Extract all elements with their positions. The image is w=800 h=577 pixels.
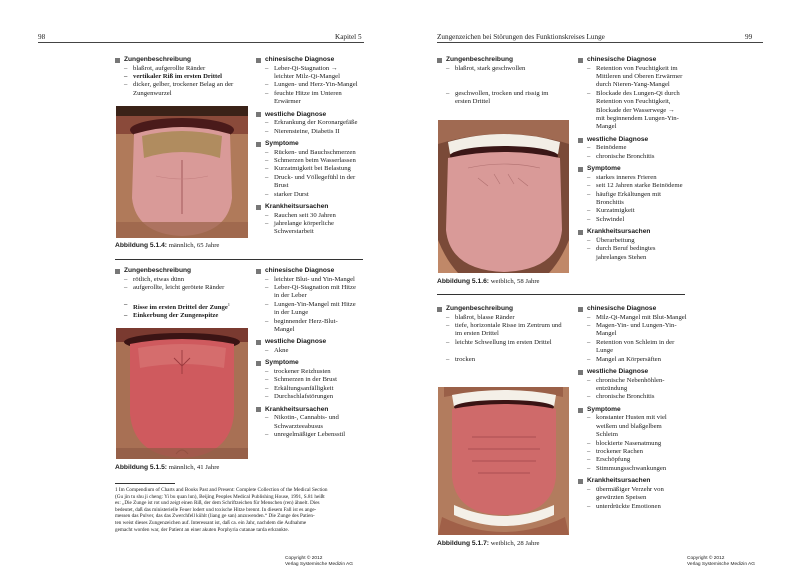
copyright-left: Copyright © 2012 Verlag Systemische Medizin AG	[285, 556, 353, 568]
square-bullet-icon	[256, 142, 261, 147]
list-item: – Risse im ersten Drittel der Zunge$^1$	[124, 301, 230, 313]
footnote-line: messen das Pulver, das das Zwerchfell kühlt (liang ge san) anzuwenden.“ Die Zunge des Patien-	[115, 513, 315, 520]
section-heading: Zungenbeschreibung	[437, 56, 548, 65]
figure-caption-515: Abbildung 5.1.5: männlich, 41 Jahre	[115, 464, 220, 471]
section-divider	[437, 294, 685, 295]
list-item: – konstanter Husten mit viel	[587, 414, 687, 422]
list-item: – Magen-Yin- und Lungen-Yin-	[587, 322, 687, 330]
list-item: – leichter Blut- und Yin-Mangel	[265, 276, 356, 284]
footnote-line: 1 Im Compendium of Charts and Books Past and Present: Complete Collection of the Medical Section	[115, 487, 328, 493]
list-item: – beginnender Herz-Blut-	[265, 318, 356, 326]
list-item: – Lungen- und Herz-Yin-Mangel	[265, 81, 358, 89]
square-bullet-icon	[578, 58, 583, 63]
list-item: – Lungen-Yin-Mangel mit Hitze	[265, 301, 356, 309]
footnote-line: (Gu jin tu shu ji cheng: Yi bu quan lun), Beijing Peoples Medical Publishing House, 1991, S.81 heißt	[115, 493, 325, 500]
list-item: – Mangel an Körpersäften	[587, 356, 687, 364]
list-item: – Stimmungsschwankungen	[587, 465, 687, 473]
list-item: – seit 12 Jahren starke Beinödeme	[587, 182, 683, 190]
footnote-line: gemacht worden war, der Patient an einer akuten Porphyria cutanae tarda erkrankte.	[115, 526, 289, 533]
tongue-photo-517	[438, 387, 569, 535]
case-515-diagnosis	[256, 267, 356, 443]
footnote-line: es: „Die Zunge ist rot und zeigt einen Riß, der dem Schriftzeichen für Menschen (ren) ähnelt. Dies	[115, 500, 320, 507]
list-item: Brust	[274, 182, 289, 190]
footnote	[115, 487, 365, 533]
section-heading: Krankheitsursachen	[578, 228, 683, 237]
section-heading: Zungenbeschreibung	[437, 305, 562, 314]
square-bullet-icon	[578, 307, 583, 312]
case-515-description	[115, 267, 230, 321]
list-item: Mangel	[596, 330, 617, 338]
list-item: Mangel	[274, 326, 295, 334]
list-item: – Durchschlafstörungen	[265, 393, 356, 401]
list-item: leichter Milz-Qi-Mangel	[274, 73, 340, 80]
square-bullet-icon	[256, 205, 261, 210]
case-514-description	[115, 56, 233, 98]
list-item: – Nierensteine, Diabetis II	[265, 128, 358, 136]
header-rule-left	[38, 42, 364, 43]
list-item: – chronische Bronchitis	[587, 393, 687, 401]
square-bullet-icon	[578, 230, 583, 235]
section-heading: chinesische Diagnose	[256, 267, 356, 276]
square-bullet-icon	[256, 407, 261, 412]
tongue-illustration	[116, 106, 248, 238]
list-item: – jahrelange körperliche	[265, 220, 358, 228]
section-heading: Symptome	[256, 359, 356, 368]
list-item: – leichte Schwellung im ersten Drittel	[446, 339, 562, 347]
list-item: – blaßrot, aufgerollte Ränder	[124, 65, 233, 73]
list-item: – unregelmäßiger Lebensstil	[265, 431, 356, 439]
list-item: – vertikaler Riß im ersten Drittel	[124, 73, 233, 81]
tongue-photo-514	[116, 106, 248, 238]
list-item: durch Nieren-Yang-Mangel	[596, 81, 670, 89]
section-heading: chinesische Diagnose	[578, 305, 687, 314]
square-bullet-icon	[437, 307, 442, 312]
section-heading: westliche Diagnose	[578, 136, 683, 145]
tongue-photo-516	[438, 120, 569, 273]
list-item: – Erschöpfung	[587, 456, 687, 464]
list-item: – Retention von Feuchtigkeit im	[587, 65, 683, 73]
list-item: – Kurzatmigkeit bei Belastung	[265, 165, 358, 173]
section-heading: Krankheitsursachen	[256, 203, 358, 212]
square-bullet-icon	[437, 58, 442, 63]
section-heading: chinesische Diagnose	[256, 56, 358, 65]
list-item: – übermäßiger Verzehr von	[587, 486, 687, 494]
list-item: – Schwindel	[587, 216, 683, 224]
square-bullet-icon	[578, 138, 583, 143]
list-item: – starker Durst	[265, 191, 358, 199]
list-item: Bronchitis	[596, 199, 624, 207]
list-item: – häufige Erkältungen mit	[587, 191, 683, 199]
list-item: Mittleren und Oberen Erwärmer	[596, 73, 683, 80]
list-item: – trockener Rachen	[587, 448, 687, 456]
list-item: – Beinödeme	[587, 144, 683, 152]
list-item: – Leber-Qi-Stagnation →	[265, 65, 358, 73]
list-item: gewürzten Speisen	[596, 494, 647, 502]
list-item: – Schmerzen beim Wasserlassen	[265, 157, 358, 165]
list-item: in der Leber	[274, 292, 307, 300]
list-item: – Einkerbung der Zungenspitze	[124, 312, 230, 320]
footnote-line: bedeutet, daß das ministerielle Feuer lodert und toxische Hitze brennt. In diesem Fall ist es ange-	[115, 506, 317, 513]
square-bullet-icon	[578, 408, 583, 413]
section-heading: westliche Diagnose	[578, 368, 687, 377]
tongue-illustration	[438, 120, 569, 273]
square-bullet-icon	[115, 58, 120, 63]
figure-caption-517: Abbildung 5.1.7: weiblich, 28 Jahre	[437, 540, 540, 547]
square-bullet-icon	[256, 340, 261, 345]
list-item: Schleim	[596, 431, 618, 439]
list-item: – rötlich, etwas dünn	[124, 276, 230, 284]
list-item: – trocken	[446, 356, 562, 364]
list-item: Blockade der Wasserwege →	[596, 106, 675, 114]
section-heading: westliche Diagnose	[256, 111, 358, 120]
section-heading: Symptome	[578, 406, 687, 415]
figure-caption-516: Abbildung 5.1.6: weiblich, 58 Jahre	[437, 278, 540, 285]
footnote-divider	[115, 483, 175, 484]
list-item: weißem und blaßgelbem	[596, 422, 662, 430]
list-item: – Leber-Qi-Stagnation mit Hitze	[265, 284, 356, 292]
list-item: im ersten Drittel	[455, 330, 499, 338]
list-item: in der Lunge	[274, 309, 309, 317]
list-item: – Kurzatmigkeit	[587, 207, 683, 215]
list-item: – aufgerollte, leicht gerötete Ränder	[124, 284, 230, 292]
list-item: – trockener Reizhusten	[265, 368, 356, 376]
section-heading: Krankheitsursachen	[578, 477, 687, 486]
list-item: – Akne	[265, 347, 356, 355]
square-bullet-icon	[578, 167, 583, 172]
list-item: – starkes inneres Frieren	[587, 174, 683, 182]
square-bullet-icon	[256, 269, 261, 274]
square-bullet-icon	[115, 269, 120, 274]
list-item: – blockierte Nasenatmung	[587, 440, 687, 448]
list-item: Zungenwurzel	[133, 89, 172, 97]
list-item: – blaßrot, blasse Ränder	[446, 314, 562, 322]
tongue-illustration	[438, 387, 569, 535]
footnote-line: ten weist dieses Zungenzeichen auf. Interessant ist, daß ca. ein Jahr, nachdem die Aufnahme	[115, 519, 307, 526]
list-item: ersten Drittel	[455, 98, 491, 106]
list-item: – Nikotin-, Cannabis- und	[265, 414, 356, 422]
square-bullet-icon	[256, 361, 261, 366]
list-item: Schwarzteeabusus	[274, 422, 324, 430]
list-item: – Rücken- und Bauchschmerzen	[265, 149, 358, 157]
square-bullet-icon	[256, 112, 261, 117]
square-bullet-icon	[256, 58, 261, 63]
list-item: Erwärmer	[274, 98, 301, 106]
list-item: entzündung	[596, 385, 628, 393]
list-item: – tiefe, horizontale Risse im Zentrum und	[446, 322, 562, 330]
section-heading: Zungenbeschreibung	[115, 267, 230, 276]
square-bullet-icon	[578, 479, 583, 484]
section-heading: Symptome	[256, 140, 358, 149]
case-517-description	[437, 305, 562, 364]
case-514-diagnosis	[256, 56, 358, 241]
right-running-title: Zungenzeichen bei Störungen des Funktionskreises Lunge	[437, 33, 605, 41]
list-item: Lunge	[596, 347, 614, 355]
section-heading: westliche Diagnose	[256, 338, 356, 347]
case-517-diagnosis	[578, 305, 687, 515]
list-item: – Erkältungsanfälligkeit	[265, 385, 356, 393]
figure-caption-514: Abbildung 5.1.4: männlich, 65 Jahre	[115, 242, 220, 249]
list-item: – Rauchen seit 30 Jahren	[265, 212, 358, 220]
list-item: – Retention von Schleim in der	[587, 339, 687, 347]
list-item: – durch Beruf bedingtes	[587, 245, 683, 253]
case-516-diagnosis	[578, 56, 683, 266]
copyright-right: Copyright © 2012 Verlag Systemische Medizin AG	[687, 556, 755, 568]
section-heading: Symptome	[578, 165, 683, 174]
list-item: – geschwollen, trocken und rissig im	[446, 90, 548, 98]
section-heading: Krankheitsursachen	[256, 406, 356, 415]
square-bullet-icon	[578, 370, 583, 375]
header-rule-right	[437, 42, 763, 43]
section-heading: Zungenbeschreibung	[115, 56, 233, 65]
section-divider	[115, 259, 363, 260]
list-item: – dicker, gelber, trockener Belag an der	[124, 81, 233, 89]
case-516-description	[437, 56, 548, 107]
list-item: – Erkrankung der Koronargefäße	[265, 119, 358, 127]
list-item: – blaßrot, stark geschwollen	[446, 65, 548, 73]
section-heading: chinesische Diagnose	[578, 56, 683, 65]
left-running-title: Kapitel 5	[335, 33, 362, 41]
list-item: – Schmerzen in der Brust	[265, 376, 356, 384]
list-item: Retention von Feuchtigkeit,	[596, 98, 671, 106]
tongue-photo-515	[116, 328, 248, 459]
list-item: – Überarbeitung	[587, 237, 683, 245]
list-item: Mangel	[596, 123, 617, 131]
list-item: – Milz-Qi-Mangel mit Blut-Mangel	[587, 314, 687, 322]
list-item: – chronische Nebenhöhlen-	[587, 377, 687, 385]
tongue-illustration	[116, 328, 248, 459]
list-item: – Druck- und Völlegefühl in der	[265, 174, 358, 182]
list-item: – Blockade des Lungen-Qi durch	[587, 90, 683, 98]
list-item: Schwerstarbeit	[274, 228, 314, 236]
list-item: jahrelanges Stehen	[596, 253, 647, 261]
list-item: mit beginnendem Lungen-Yin-	[596, 115, 679, 123]
list-item: – feuchte Hitze im Unteren	[265, 90, 358, 98]
list-item: – unterdrückte Emotionen	[587, 503, 687, 511]
list-item: – chronische Bronchitis	[587, 153, 683, 161]
right-page-number: 99	[745, 33, 753, 41]
left-page-number: 98	[38, 33, 46, 41]
